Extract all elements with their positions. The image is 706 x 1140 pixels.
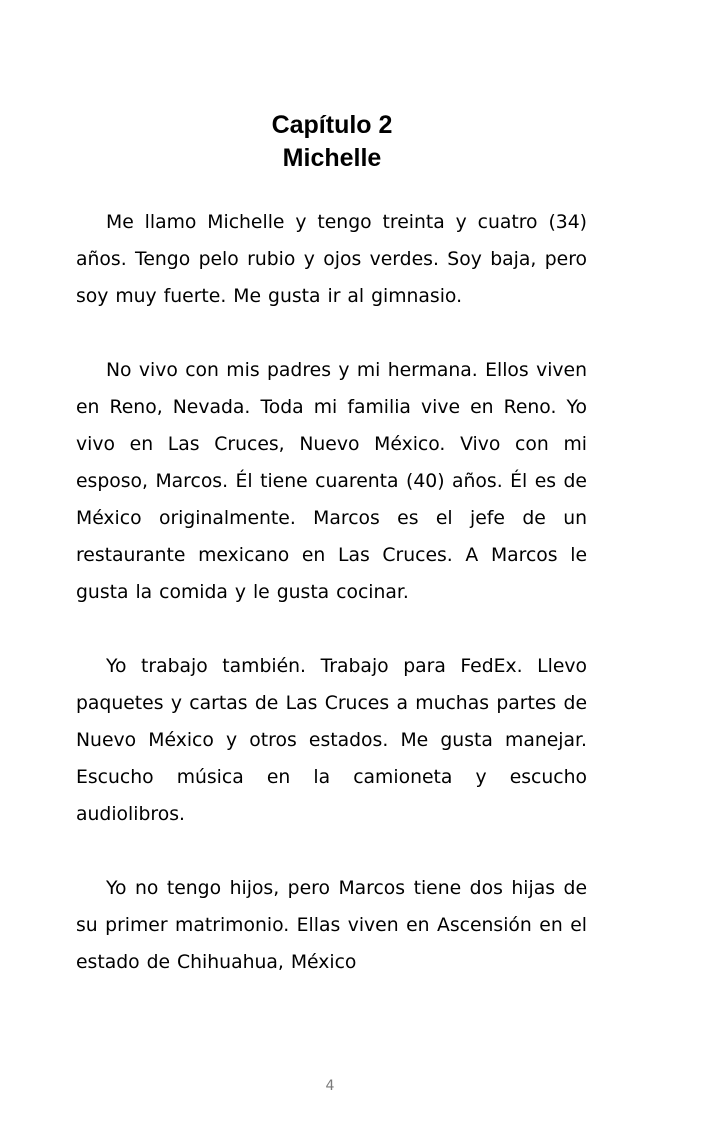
page-number: 4	[325, 1078, 335, 1094]
chapter-title: Michelle	[282, 144, 382, 172]
chapter-heading	[0, 109, 664, 175]
chapter-body	[76, 204, 587, 981]
paragraph-1: Me llamo Michelle y tengo treinta y cuatro (34) años. Tengo pelo rubio y ojos verdes. Soy baja, pero soy muy fuerte. Me gusta ir al gimnasio.	[76, 212, 587, 307]
paragraph-4: Yo no tengo hijos, pero Marcos tiene dos hijas de su primer matrimonio. Ellas viven en Ascensión en el estado de Chihuahua, México	[76, 878, 587, 973]
chapter-number: Capítulo 2	[271, 111, 393, 139]
paragraph-3: Yo trabajo también. Trabajo para FedEx. Llevo paquetes y cartas de Las Cruces a muchas partes de Nuevo México y otros estados. Me gusta manejar. Escucho música en la camioneta y escucho audiolibros.	[76, 656, 587, 825]
paragraph-2: No vivo con mis padres y mi hermana. Ellos viven en Reno, Nevada. Toda mi familia vive en Reno. Yo vivo en Las Cruces, Nuevo México. Vivo con mi esposo, Marcos. Él tiene cuarenta (40) años. Él es de México originalmente. Marcos es el jefe de un restaurante mexicano en Las Cruces. A Marcos le gusta la comida y le gusta cocinar.	[76, 360, 587, 603]
